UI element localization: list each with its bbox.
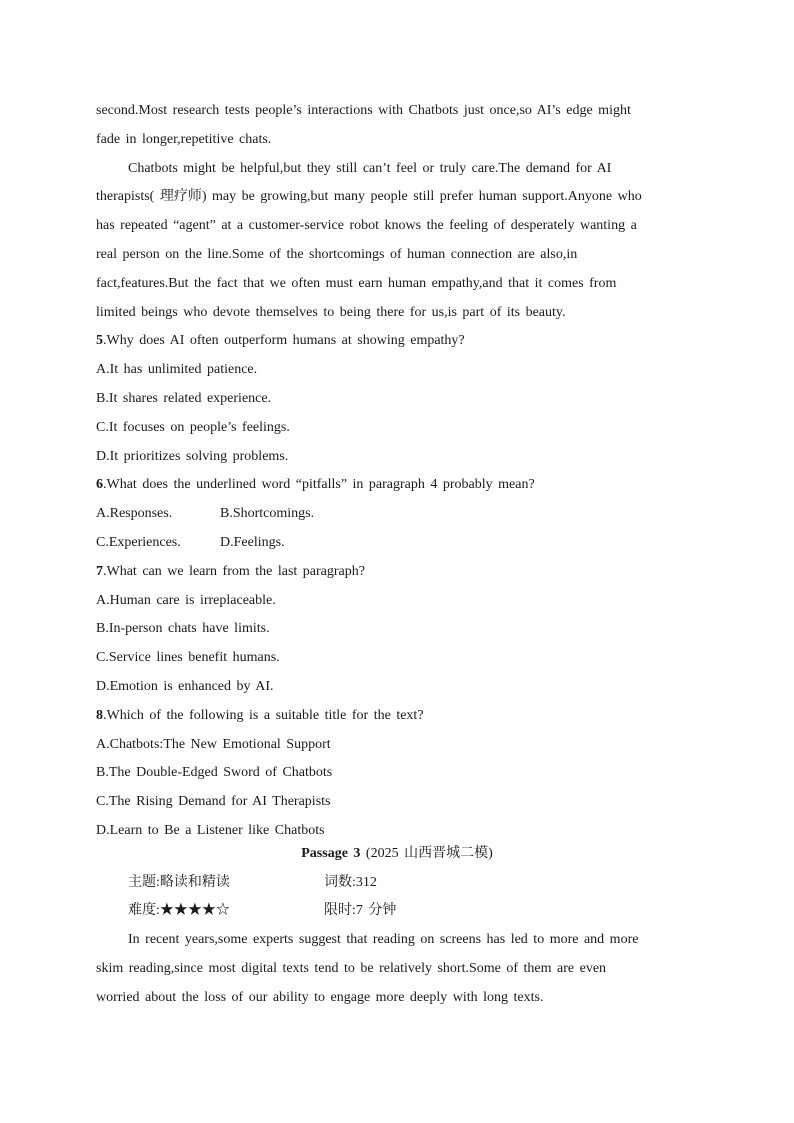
option-row (96, 500, 698, 529)
question-text: .Which of the following is a suitable title for the text? (103, 707, 424, 723)
difficulty: 难度:★★★★☆ (128, 903, 230, 919)
time-limit: 限时:7 分钟 (324, 903, 397, 919)
meta-row (96, 897, 698, 926)
question-text: .Why does AI often outperform humans at showing empathy? (103, 333, 465, 349)
paragraph-line: worried about the loss of our ability to engage more deeply with long texts. (96, 989, 544, 1005)
option-row (96, 529, 698, 558)
question-text: .What does the underlined word “pitfalls” in paragraph 4 probably mean? (103, 477, 535, 493)
option-c: C.Service lines benefit humans. (96, 650, 280, 666)
paragraph-line: In recent years,some experts suggest that reading on screens has led to more and more (128, 932, 639, 948)
passage2-tail-line-1: second.Most research tests people’s interactions with Chatbots just once,so AI’s edge might (96, 103, 631, 118)
option-d: D.Learn to Be a Listener like Chatbots (96, 822, 325, 838)
paragraph-line: limited beings who devote themselves to being there for us,is part of its beauty. (96, 304, 566, 320)
question-6 (96, 471, 698, 500)
passage-title: Passage 3 (301, 845, 361, 861)
document-page (96, 97, 698, 1013)
meta-row (96, 869, 698, 898)
question-number: 8 (96, 707, 103, 723)
topic: 主题:略读和精读 (128, 874, 230, 890)
option-d: D.Feelings. (220, 534, 285, 550)
passage2-tail-line-2: fade in longer,repetitive chats. (96, 131, 272, 147)
option-a: A.It has unlimited patience. (96, 362, 258, 378)
option-b: B.The Double-Edged Sword of Chatbots (96, 765, 333, 781)
option-d: D.It prioritizes solving problems. (96, 448, 289, 464)
option-d: D.Emotion is enhanced by AI. (96, 678, 274, 694)
passage-source: (2025 山西晋城二模) (360, 845, 493, 861)
question-text: .What can we learn from the last paragraph? (103, 563, 365, 579)
option-c: C.It focuses on people’s feelings. (96, 419, 290, 435)
question-8 (96, 702, 698, 731)
paragraph-line: skim reading,since most digital texts tend to be relatively short.Some of them are even (96, 960, 607, 976)
question-number: 5 (96, 333, 103, 349)
question-7 (96, 558, 698, 587)
question-5 (96, 327, 698, 356)
question-number: 6 (96, 477, 103, 493)
paragraph-line: Chatbots might be helpful,but they still can’t feel or truly care.The demand for AI (128, 160, 612, 176)
option-a: A.Chatbots:The New Emotional Support (96, 736, 331, 752)
paragraph-line: therapists( 理疗师) may be growing,but many people still prefer human support.Anyone who (96, 189, 642, 205)
option-c: C.The Rising Demand for AI Therapists (96, 794, 331, 810)
option-a: A.Human care is irreplaceable. (96, 592, 276, 608)
question-number: 7 (96, 563, 103, 579)
option-b: B.It shares related experience. (96, 390, 272, 406)
option-c: C.Experiences. (96, 534, 181, 550)
option-b: B.Shortcomings. (220, 506, 315, 522)
paragraph-line: real person on the line.Some of the shortcomings of human connection are also,in (96, 246, 578, 262)
paragraph-line: fact,features.But the fact that we often must earn human empathy,and that it comes from (96, 275, 617, 291)
word-count: 词数:312 (324, 874, 377, 890)
option-b: B.In-person chats have limits. (96, 621, 270, 637)
paragraph-line: has repeated “agent” at a customer-service robot knows the feeling of desperately wanting a (96, 218, 637, 234)
option-a: A.Responses. (96, 506, 173, 522)
